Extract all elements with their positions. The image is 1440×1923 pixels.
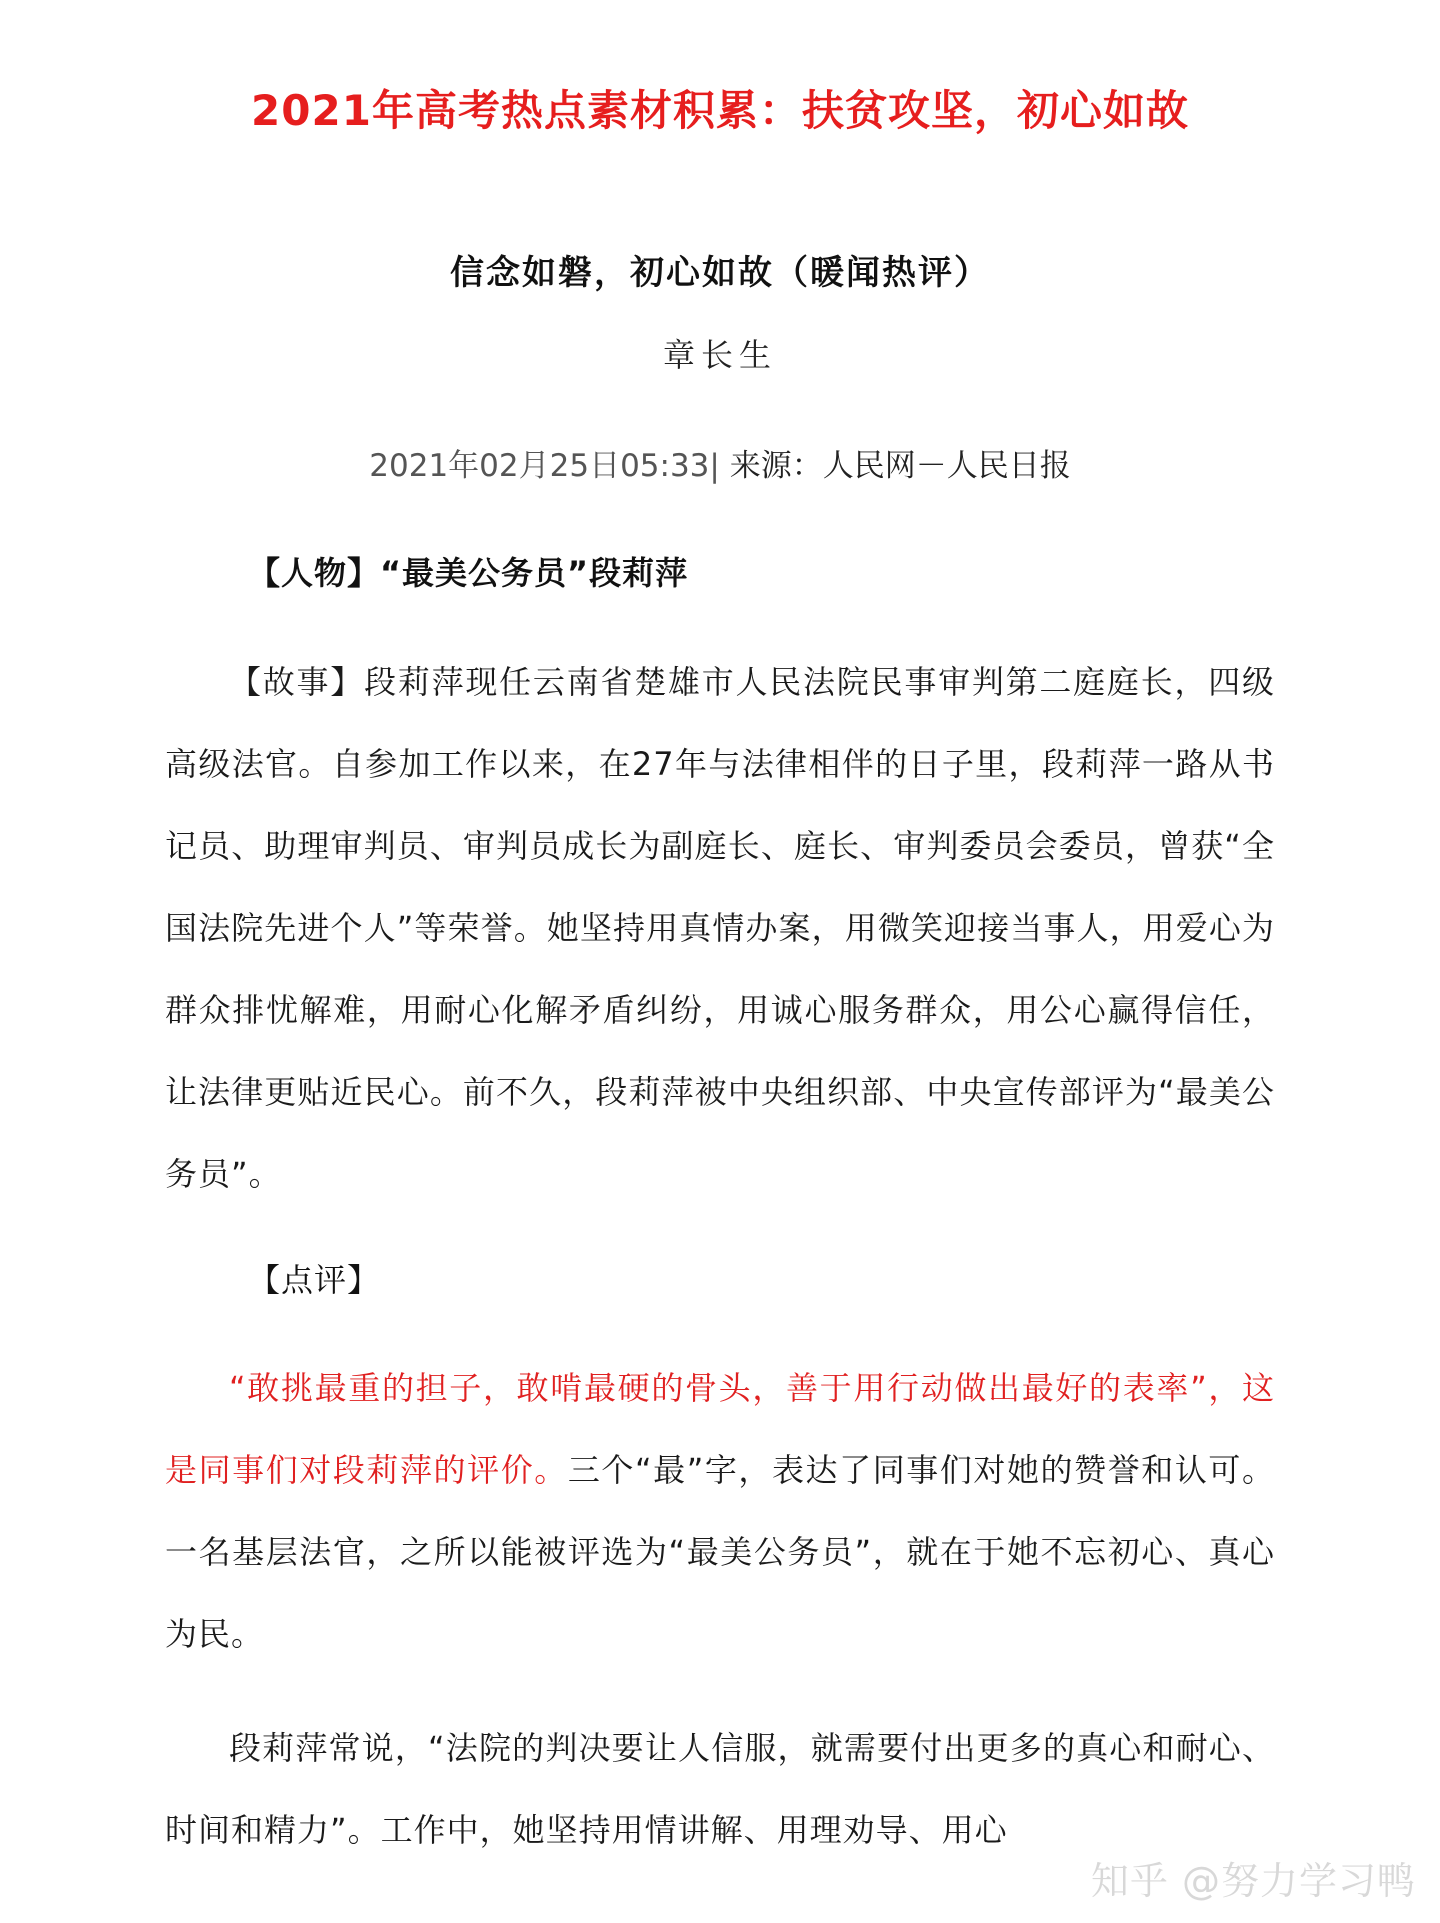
- author-name: 章长生: [662, 336, 777, 374]
- person-heading: 【人物】“最美公务员”段莉萍: [248, 554, 689, 592]
- comment-paragraph-1: [165, 1347, 1275, 1675]
- colleague-quote: “敢挑最重的担子，敢啃最硬的骨头，善于用行动做出最好的表率”，这是同事们对段莉萍的评价。: [165, 1369, 1275, 1489]
- dateline-separator: |: [709, 448, 720, 484]
- main-title: 2021年高考热点素材积累：扶贫攻坚，初心如故: [251, 86, 1189, 135]
- source-text: 来源：人民网－人民日报: [729, 448, 1071, 484]
- article-title: 信念如磐，初心如故（暖闻热评）: [450, 253, 990, 293]
- story-label: 【故事】: [229, 663, 365, 701]
- story-paragraph: [165, 641, 1275, 1215]
- publish-date: 2021年02月25日05:33: [369, 448, 710, 484]
- comment-paragraph-1-rest: 三个“最”字，表达了同事们对她的赞誉和认可。一名基层法官，之所以能被评选为“最美公务员”，就在于她不忘初心、真心为民。: [165, 1451, 1275, 1653]
- zhihu-watermark: 知乎 @努力学习鸭: [1090, 1859, 1416, 1903]
- dateline: [0, 440, 1440, 485]
- comment-heading: 【点评】: [248, 1261, 381, 1299]
- story-text: 段莉萍现任云南省楚雄市人民法院民事审判第二庭庭长，四级高级法官。自参加工作以来，在27年与法律相伴的日子里，段莉萍一路从书记员、助理审判员、审判员成长为副庭长、庭长、审判委员会委员，曾获“全国法院先进个人”等荣誉。她坚持用真情办案，用微笑迎接当事人，用爱心为群众排忧解难，用耐心化解矛盾纠纷，用诚心服务群众，用公心赢得信任，让法律更贴近民心。前不久，段莉萍被中央组织部、中央宣传部评为“最美公务员”。: [165, 663, 1275, 1193]
- comment-paragraph-2: 段莉萍常说，“法院的判决要让人信服，就需要付出更多的真心和耐心、时间和精力”。工作中，她坚持用情讲解、用理劝导、用心: [165, 1729, 1275, 1849]
